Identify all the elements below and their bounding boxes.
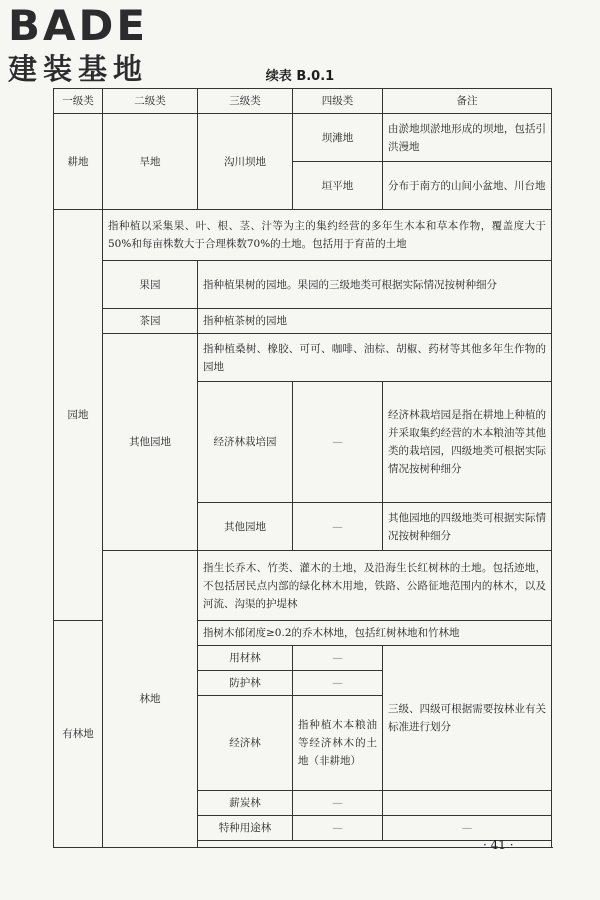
gengdi-level4-yuanping: 垣平地 [293, 162, 383, 210]
qita-yuandi-level4: — [293, 503, 383, 551]
table-row [54, 551, 552, 621]
lindi-intro: 指生长乔木、竹类、灌木的土地，及沿海生长红树林的土地。包括迹地，不包括居民点内部的绿化林木用地，铁路、公路征地范围内的林木，以及河流、沟渠的护堤林 [198, 551, 552, 621]
bade-logo [8, 2, 178, 90]
fanghu-level3: 防护林 [198, 671, 293, 696]
yuandi-intro: 指种植以采集果、叶、根、茎、汁等为主的集约经营的多年生木本和草本作物，覆盖度大于50%和每亩株数大于合理株数70%的土地。包括用于育苗的土地 [103, 210, 552, 261]
table-row [54, 261, 552, 309]
tezhong-note: — [383, 816, 552, 841]
header-level4: 四级类 [293, 89, 383, 114]
jingjilin-level3: 经济林 [198, 696, 293, 791]
qita-yuandi-level2: 其他园地 [103, 334, 198, 551]
fanghu-level4: — [293, 671, 383, 696]
yongcai-level4: — [293, 646, 383, 671]
xintan-level3: 薪炭林 [198, 791, 293, 816]
guoyuan-desc: 指种植果树的园地。果园的三级地类可根据实际情况按树种细分 [198, 261, 552, 309]
youlin-level2: 有林地 [54, 621, 103, 848]
table-row [54, 114, 552, 162]
header-level2: 二级类 [103, 89, 198, 114]
chayuan-desc: 指种植茶树的园地 [198, 309, 552, 334]
header-row [54, 89, 552, 114]
gengdi-level4-bantan: 坝滩地 [293, 114, 383, 162]
qita-yuandi-desc: 指种植桑树、橡胶、可可、咖啡、油棕、胡椒、药材等其他多年生作物的园地 [198, 334, 552, 382]
jingjilin-zaipei-note: 经济林栽培园是指在耕地上种植的并采取集约经营的木本粮油等其他类的栽培园，四级地类可根据实际情况按树种细分 [383, 382, 552, 503]
tezhong-level3: 特种用途林 [198, 816, 293, 841]
table-row [54, 334, 552, 382]
xintan-note [383, 791, 552, 816]
land-classification-table [53, 88, 552, 848]
logo-latin-text: BADE [8, 1, 149, 50]
youlin-desc: 指树木郁闭度≥0.2的乔木林地，包括红树林地和竹林地 [198, 621, 552, 646]
yongcai-level3: 用材林 [198, 646, 293, 671]
xintan-level4: — [293, 791, 383, 816]
lindi-level1: 林地 [103, 551, 198, 848]
jingjilin-zaipei-level4: — [293, 382, 383, 503]
table-row [54, 210, 552, 261]
youlin-note: 三级、四级可根据需要按林业有关标准进行划分 [383, 646, 552, 791]
gengdi-note-bantan: 由淤地坝淤地形成的坝地，包括引洪漫地 [383, 114, 552, 162]
gengdi-level2: 旱地 [103, 114, 198, 210]
yuandi-level1: 园地 [54, 210, 103, 621]
page-number: · 41 · [483, 838, 514, 852]
header-level3: 三级类 [198, 89, 293, 114]
qita-yuandi-note: 其他园地的四级地类可根据实际情况按树种细分 [383, 503, 552, 551]
gengdi-level1: 耕地 [54, 114, 103, 210]
qita-yuandi-level3: 其他园地 [198, 503, 293, 551]
chayuan-level2: 茶园 [103, 309, 198, 334]
table-title: 续表 B.0.1 [265, 69, 335, 84]
tezhong-level4: — [293, 816, 383, 841]
table-row [54, 309, 552, 334]
jingjilin-level4: 指种植木本粮油等经济林木的土地（非耕地） [293, 696, 383, 791]
gengdi-level3: 沟川坝地 [198, 114, 293, 210]
gengdi-note-yuanping: 分布于南方的山间小盆地、川台地 [383, 162, 552, 210]
logo-chinese-text: 建装基地 [8, 52, 149, 86]
header-note: 备注 [383, 89, 552, 114]
jingjilin-zaipei-level3: 经济林栽培园 [198, 382, 293, 503]
header-level1: 一级类 [54, 89, 103, 114]
guoyuan-level2: 果园 [103, 261, 198, 309]
